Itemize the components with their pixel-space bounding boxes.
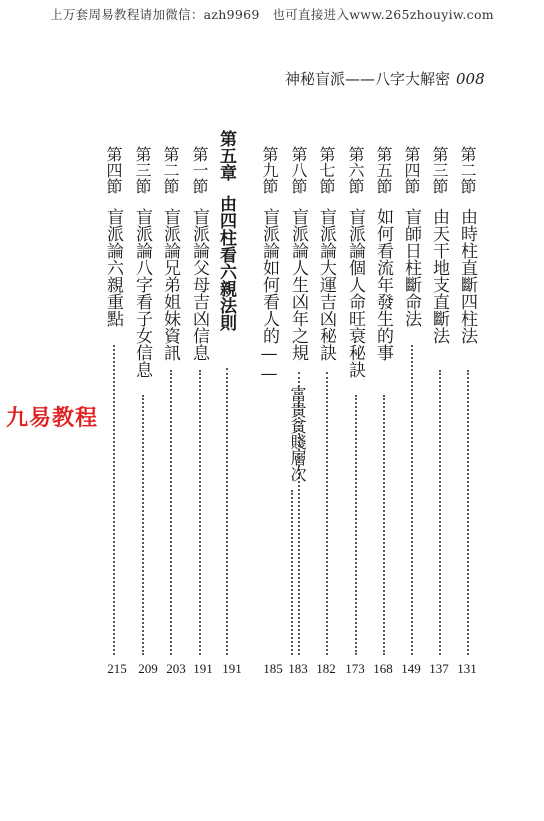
section-label: 第七節 xyxy=(317,146,336,194)
page-ref: 191 xyxy=(193,661,213,676)
chapter-entry xyxy=(214,130,238,331)
toc-entry xyxy=(343,146,367,378)
section-label: 第六節 xyxy=(346,146,365,194)
page-ref: 191 xyxy=(222,661,242,676)
leader-dots xyxy=(411,345,413,655)
toc-entry xyxy=(455,146,479,344)
leader-dots xyxy=(226,368,228,655)
section-label: 第一節 xyxy=(190,146,209,194)
toc-entry xyxy=(187,146,211,361)
leader-dots xyxy=(467,370,469,655)
section-label: 第三節 xyxy=(133,146,152,194)
toc-entry xyxy=(130,146,154,378)
leader-dots xyxy=(291,490,293,655)
leader-dots xyxy=(142,395,144,655)
section-title: 如何看流年發生的事 xyxy=(373,208,393,361)
toc-entry xyxy=(286,146,310,361)
toc-entry xyxy=(399,146,423,327)
section-title: 盲師日柱斷命法 xyxy=(401,208,421,327)
toc-entry xyxy=(314,146,338,361)
section-label: 第二節 xyxy=(458,146,477,194)
book-title: 神秘盲派——八字大解密 xyxy=(285,70,451,88)
running-header xyxy=(285,68,505,89)
toc-entry xyxy=(257,146,281,384)
page-ref: 168 xyxy=(373,661,393,676)
top-banner: 上万套周易教程请加微信：azh9969 也可直接进入www.265zhouyiw.com xyxy=(50,7,494,22)
section-label: 第四節 xyxy=(104,146,123,194)
section-title: 盲派論如何看人的—— xyxy=(259,208,279,384)
leader-dots xyxy=(383,395,385,655)
leader-dots xyxy=(113,345,115,655)
page-ref: 173 xyxy=(345,661,365,676)
chapter-title: 由四柱看六親法則 xyxy=(216,195,236,331)
toc-entry-continuation xyxy=(285,382,309,482)
leader-dots xyxy=(439,370,441,655)
section-title: 盲派論八字看子女信息 xyxy=(132,208,152,378)
page-ref: 215 xyxy=(107,661,127,676)
section-title: 盲派論父母吉凶信息 xyxy=(189,208,209,361)
page-ref: 183 xyxy=(288,661,308,676)
section-title: 由時柱直斷四柱法 xyxy=(457,208,477,344)
section-title-continuation: 富貴貧賤層次 xyxy=(288,386,307,482)
section-title: 盲派論大運吉凶秘訣 xyxy=(316,208,336,361)
section-title: 盲派論個人命旺衰秘訣 xyxy=(345,208,365,378)
page-ref: 149 xyxy=(401,661,421,676)
page-ref: 131 xyxy=(457,661,477,676)
page-ref: 182 xyxy=(316,661,336,676)
section-label: 第四節 xyxy=(402,146,421,194)
toc-entry xyxy=(371,146,395,361)
page-ref: 203 xyxy=(166,661,186,676)
section-title: 由天干地支直斷法 xyxy=(429,208,449,344)
page-ref: 209 xyxy=(138,661,158,676)
page-ref: 185 xyxy=(263,661,283,676)
toc-entry xyxy=(158,146,182,361)
watermark-logo: 九易教程 xyxy=(6,406,99,431)
toc-entry xyxy=(427,146,451,344)
section-label: 第三節 xyxy=(430,146,449,194)
leader-dots xyxy=(199,370,201,655)
section-label: 第二節 xyxy=(161,146,180,194)
section-title: 盲派論六親重點 xyxy=(103,208,123,327)
section-label: 第五節 xyxy=(374,146,393,194)
leader-dots xyxy=(326,372,328,655)
chapter-label: 第五章 xyxy=(216,130,236,181)
page-number: 008 xyxy=(456,70,485,88)
section-label: 第九節 xyxy=(260,146,279,194)
section-label: 第八節 xyxy=(289,146,308,194)
section-title: 盲派論兄弟姐妹資訊 xyxy=(160,208,180,361)
leader-dots xyxy=(170,370,172,655)
section-title: 盲派論人生凶年之規 xyxy=(288,208,308,361)
page-ref: 137 xyxy=(429,661,449,676)
leader-dots xyxy=(355,395,357,655)
toc-entry xyxy=(101,146,125,327)
